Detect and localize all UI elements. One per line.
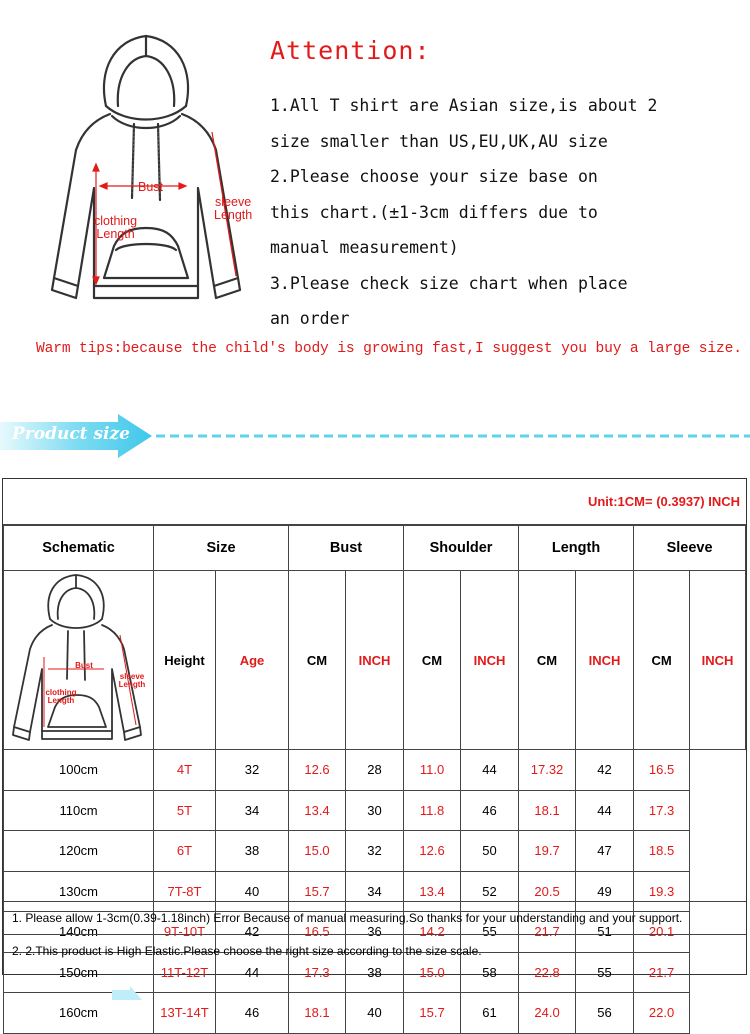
length-header: Length xyxy=(519,526,634,571)
sleeve-label-line1: sleeve xyxy=(215,195,252,209)
schematic-header: Schematic xyxy=(4,526,154,571)
table-cell: 140cm xyxy=(4,912,154,953)
table-cell: 44 xyxy=(576,790,634,831)
clothing-label-line1: clothing xyxy=(94,214,138,228)
table-row xyxy=(4,831,746,872)
hoodie-diagram xyxy=(36,28,271,318)
table-cell: 55 xyxy=(461,912,519,953)
schematic-bust-label: Bust xyxy=(75,661,93,670)
unit-text: Unit:1CM= (0.3937) INCH xyxy=(587,494,740,509)
table-cell: 58 xyxy=(461,952,519,993)
table-cell: 36 xyxy=(346,912,404,953)
sub-header-cm: CM xyxy=(634,571,690,750)
table-cell: 11.8 xyxy=(404,790,461,831)
note-line: an order xyxy=(270,309,350,328)
sub-header-cm: CM xyxy=(404,571,461,750)
attention-notes xyxy=(270,88,657,337)
table-cell: 100cm xyxy=(4,750,154,791)
table-cell: 18.5 xyxy=(634,831,690,872)
table-cell: 17.32 xyxy=(519,750,576,791)
sub-header-inch: INCH xyxy=(690,571,746,750)
table-cell: 150cm xyxy=(4,952,154,993)
group-header-row xyxy=(4,526,746,571)
table-cell: 42 xyxy=(576,750,634,791)
table-cell: 12.6 xyxy=(289,750,346,791)
product-size-title: Product size xyxy=(12,424,130,444)
table-cell: 32 xyxy=(216,750,289,791)
table-cell: 61 xyxy=(461,993,519,1034)
hoodie-schematic-image xyxy=(4,571,154,749)
table-cell: 52 xyxy=(461,871,519,912)
banner-arrow-fragment xyxy=(112,986,152,1000)
table-cell: 4T xyxy=(154,750,216,791)
note-line: size smaller than US,EU,UK,AU size xyxy=(270,131,608,151)
sub-header-cm: CM xyxy=(289,571,346,750)
note-line: 3.Please check size chart when place xyxy=(270,273,628,293)
table-cell: 56 xyxy=(576,993,634,1034)
table-cell: 7T-8T xyxy=(154,871,216,912)
schematic-length-label: Length xyxy=(47,696,75,705)
table-cell: 40 xyxy=(346,993,404,1034)
note-line: 1.All T shirt are Asian size,is about 2 xyxy=(270,96,658,115)
table-cell: 15.0 xyxy=(404,952,461,993)
table-cell: 22.0 xyxy=(634,993,690,1034)
table-cell: 18.1 xyxy=(519,790,576,831)
sub-header-age: Age xyxy=(216,571,289,750)
table-cell: 15.7 xyxy=(404,993,461,1034)
attention-title: Attention: xyxy=(270,36,431,65)
note-line: manual measurement) xyxy=(270,238,459,257)
table-cell: 46 xyxy=(461,790,519,831)
table-cell: 21.7 xyxy=(519,912,576,953)
table-row xyxy=(4,790,746,831)
sleeve-length-label xyxy=(214,196,252,222)
table-cell: 16.5 xyxy=(289,912,346,953)
unit-row xyxy=(3,479,746,525)
table-cell: 14.2 xyxy=(404,912,461,953)
table-cell: 19.3 xyxy=(634,871,690,912)
sub-header-inch: INCH xyxy=(576,571,634,750)
bust-label: Bust xyxy=(138,180,164,194)
sleeve-label-line2: Length xyxy=(214,208,253,222)
table-cell: 15.0 xyxy=(289,831,346,872)
table-cell: 110cm xyxy=(4,790,154,831)
table-cell: 13.4 xyxy=(289,790,346,831)
note-line: 2.Please choose your size base on xyxy=(270,167,598,186)
table-cell: 38 xyxy=(346,952,404,993)
bust-header: Bust xyxy=(289,526,404,571)
table-cell: 44 xyxy=(461,750,519,791)
table-cell: 17.3 xyxy=(634,790,690,831)
table-cell: 13T-14T xyxy=(154,993,216,1034)
table-row xyxy=(4,750,746,791)
table-cell: 50 xyxy=(461,831,519,872)
size-header: Size xyxy=(154,526,289,571)
clothing-label-line2: Length xyxy=(96,227,135,241)
sleeve-header: Sleeve xyxy=(634,526,746,571)
table-cell: 46 xyxy=(216,993,289,1034)
clothing-length-label xyxy=(94,215,137,241)
size-chart xyxy=(2,478,747,1021)
table-cell: 40 xyxy=(216,871,289,912)
shoulder-header: Shoulder xyxy=(404,526,519,571)
table-cell: 6T xyxy=(154,831,216,872)
note-line: this chart.(±1-3cm differs due to xyxy=(270,202,598,222)
table-cell: 55 xyxy=(576,952,634,993)
sub-header-height: Height xyxy=(154,571,216,750)
table-cell: 34 xyxy=(346,871,404,912)
table-cell: 24.0 xyxy=(519,993,576,1034)
footnotes xyxy=(3,901,746,967)
table-cell: 42 xyxy=(216,912,289,953)
table-cell: 11T-12T xyxy=(154,952,216,993)
table-cell: 28 xyxy=(346,750,404,791)
table-cell: 12.6 xyxy=(404,831,461,872)
table-cell: 18.1 xyxy=(289,993,346,1034)
sub-header-inch: INCH xyxy=(461,571,519,750)
table-cell: 120cm xyxy=(4,831,154,872)
table-cell: 11.0 xyxy=(404,750,461,791)
table-cell: 17.3 xyxy=(289,952,346,993)
warm-tip: Warm tips:because the child's body is growing fast,I suggest you buy a large size. xyxy=(36,341,742,357)
table-cell: 34 xyxy=(216,790,289,831)
schematic-sleeve-length-label: Length xyxy=(118,680,146,689)
table-cell: 16.5 xyxy=(634,750,690,791)
sub-header-cm: CM xyxy=(519,571,576,750)
schematic-cell xyxy=(4,571,154,750)
table-cell: 47 xyxy=(576,831,634,872)
sub-header-inch: INCH xyxy=(346,571,404,750)
table-cell: 21.7 xyxy=(634,952,690,993)
table-cell: 51 xyxy=(576,912,634,953)
table-cell: 5T xyxy=(154,790,216,831)
table-cell: 19.7 xyxy=(519,831,576,872)
sub-header-row xyxy=(4,571,746,750)
table-cell: 20.5 xyxy=(519,871,576,912)
footnote: 1. Please allow 1-3cm(0.39-1.18inch) Error Because of manual measuring.So thanks for your understanding and your support. xyxy=(3,901,746,934)
table-cell: 30 xyxy=(346,790,404,831)
table-cell: 13.4 xyxy=(404,871,461,912)
table-cell: 38 xyxy=(216,831,289,872)
schematic-sleeve-label: sleeve xyxy=(119,672,145,681)
table-cell: 160cm xyxy=(4,993,154,1034)
schematic-clothing-label: clothing xyxy=(45,688,77,697)
table-cell: 49 xyxy=(576,871,634,912)
table-cell: 9T-10T xyxy=(154,912,216,953)
table-cell: 44 xyxy=(216,952,289,993)
table-cell: 130cm xyxy=(4,871,154,912)
footnote: 2. 2.This product is High Elastic.Please choose the right size according to the size scale. xyxy=(3,934,746,967)
table-cell: 20.1 xyxy=(634,912,690,953)
table-cell: 22.8 xyxy=(519,952,576,993)
table-cell: 15.7 xyxy=(289,871,346,912)
table-cell: 32 xyxy=(346,831,404,872)
